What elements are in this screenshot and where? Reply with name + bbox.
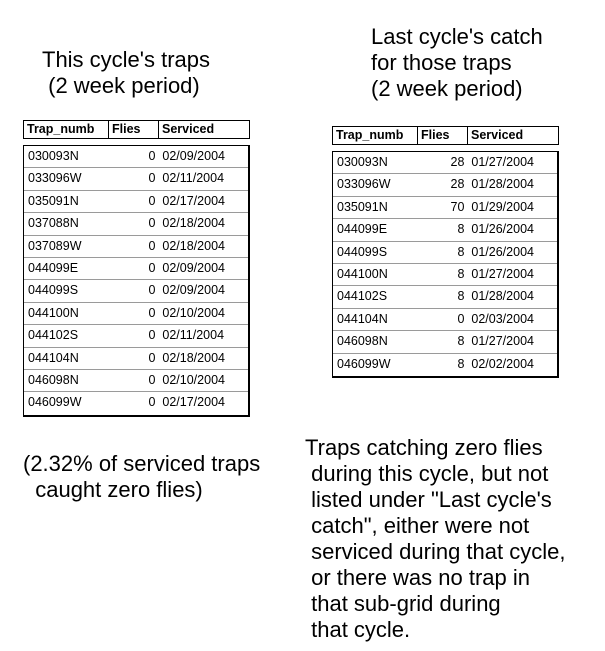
cell-serviced: 02/11/2004 [162,328,225,343]
table-row [333,197,557,219]
cell-flies: 0 [148,238,156,253]
cell-serviced: 02/09/2004 [162,260,225,275]
cell-trap-number: 044099E [28,260,79,275]
cell-serviced: 02/18/2004 [162,238,225,253]
last-cycle-table-header [332,126,559,145]
this-cycle-table [23,120,250,417]
cell-flies: 0 [148,395,156,410]
cell-flies: 0 [148,350,156,365]
cell-serviced: 02/17/2004 [162,395,225,410]
this-cycle-table-header [23,120,250,139]
cell-serviced: 01/26/2004 [471,244,534,259]
table-row [24,258,248,280]
cell-serviced: 01/27/2004 [471,266,534,281]
table-row [24,325,248,347]
table-row [333,309,557,331]
table-row [333,242,557,264]
cell-serviced: 01/28/2004 [471,177,534,192]
cell-trap-number: 044099E [337,222,388,237]
table-row [24,303,248,325]
column-header-flies: Flies [418,127,468,144]
cell-serviced: 02/10/2004 [162,372,225,387]
cell-trap-number: 030093N [28,149,79,163]
cell-trap-number: 044104N [337,311,388,326]
cell-trap-number: 035091N [337,199,388,214]
cell-flies: 28 [450,155,465,169]
cell-serviced: 02/11/2004 [162,171,225,186]
cell-flies: 0 [148,328,156,343]
cell-flies: 0 [148,171,156,186]
cell-trap-number: 046098N [28,372,79,387]
cell-trap-number: 046099W [28,395,82,410]
column-header-serviced: Serviced [162,122,215,136]
cell-trap-number: 044099S [28,283,79,298]
cell-trap-number: 044099S [337,244,388,259]
cell-serviced: 01/28/2004 [471,289,534,304]
cell-trap-number: 035091N [28,193,79,208]
cell-serviced: 02/10/2004 [162,305,225,320]
cell-flies: 8 [457,222,465,237]
cell-trap-number: 037089W [28,238,82,253]
left-title: This cycle's traps (2 week period) [42,47,211,98]
cell-trap-number: 033096W [28,171,82,186]
cell-trap-number: 044100N [337,266,388,281]
cell-trap-number: 046099W [337,356,391,371]
cell-trap-number: 044100N [28,305,79,320]
cell-trap-number: 044102S [28,328,79,343]
last-cycle-table [332,126,559,378]
cell-serviced: 02/03/2004 [471,311,534,326]
cell-flies: 28 [450,177,465,192]
right-note: Traps catching zero flies during this cycle, but not listed under "Last cycle's catch", either were not serviced during that cycle, or there was no trap in that sub-grid during that cycle. [305,435,566,642]
table-row [333,331,557,353]
table-row [333,264,557,286]
cell-trap-number: 033096W [337,177,391,192]
column-header-serviced: Serviced [471,128,524,142]
cell-flies: 0 [148,149,156,163]
table-row [333,286,557,308]
cell-trap-number: 044102S [337,289,388,304]
table-row [24,191,248,213]
cell-flies: 8 [457,334,465,349]
table-row [333,354,557,376]
right-title: Last cycle's catch for those traps (2 week period) [371,24,543,101]
cell-flies: 0 [148,193,156,208]
cell-serviced: 01/26/2004 [471,222,534,237]
cell-flies: 8 [457,244,465,259]
table-row [24,348,248,370]
cell-flies: 8 [457,266,465,281]
cell-serviced: 02/18/2004 [162,216,225,231]
cell-flies: 0 [148,216,156,231]
table-row [333,152,557,174]
column-header-trap: Trap_numb [333,127,418,144]
cell-trap-number: 030093N [337,155,388,169]
cell-serviced: 01/29/2004 [471,199,534,214]
table-row [24,236,248,258]
table-row [24,392,248,414]
table-row [333,219,557,241]
cell-flies: 0 [457,311,465,326]
cell-trap-number: 044104N [28,350,79,365]
cell-serviced: 02/18/2004 [162,350,225,365]
cell-serviced: 01/27/2004 [471,155,534,169]
cell-serviced: 02/17/2004 [162,193,225,208]
cell-flies: 0 [148,305,156,320]
table-row [333,174,557,196]
cell-serviced: 02/09/2004 [162,283,225,298]
last-cycle-table-body [332,151,559,378]
cell-flies: 0 [148,260,156,275]
column-header-trap: Trap_numb [24,121,109,138]
cell-trap-number: 037088N [28,216,79,231]
cell-trap-number: 046098N [337,334,388,349]
table-row [24,168,248,190]
table-row [24,280,248,302]
cell-flies: 0 [148,372,156,387]
cell-serviced: 02/02/2004 [471,356,534,371]
cell-flies: 0 [148,283,156,298]
cell-flies: 70 [450,199,465,214]
this-cycle-table-body [23,145,250,417]
table-row [24,146,248,168]
cell-serviced: 01/27/2004 [471,334,534,349]
column-header-flies: Flies [109,121,159,138]
cell-serviced: 02/09/2004 [162,149,225,163]
cell-flies: 8 [457,289,465,304]
cell-flies: 8 [457,356,465,371]
table-row [24,213,248,235]
table-row [24,370,248,392]
left-note: (2.32% of serviced traps caught zero flies) [23,451,261,502]
